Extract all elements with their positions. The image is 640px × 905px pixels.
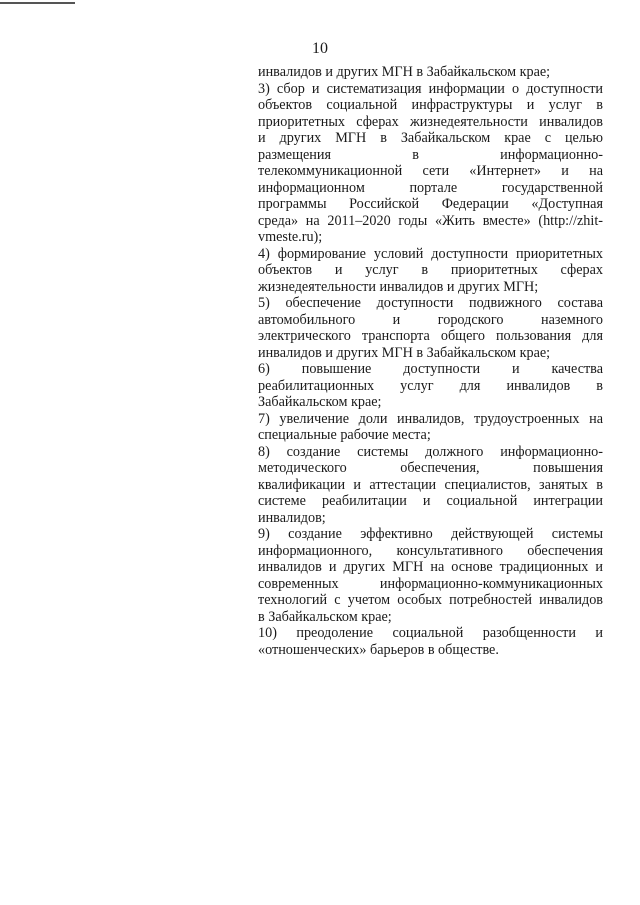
text-line: 3) сбор и систематизация информации о доступности	[258, 80, 603, 97]
paragraph-3	[258, 295, 603, 361]
paragraph-2	[258, 246, 603, 296]
text-line: инвалидов;	[258, 509, 326, 526]
text-line: системе реабилитации и социальной интеграции	[258, 493, 603, 509]
document-body	[258, 64, 603, 658]
paragraph-4	[258, 361, 603, 411]
text-line: Забайкальском крае;	[258, 394, 382, 410]
corner-scan-mark	[0, 2, 75, 4]
page-number: 10	[312, 40, 328, 57]
text-line: размещения в информационно-	[258, 146, 603, 163]
text-line: современных информационно-коммуникационных	[258, 575, 603, 592]
text-line: 8) создание системы должного информационно-	[258, 443, 603, 460]
text-line: 9) создание эффективно действующей системы	[258, 526, 603, 542]
text-line: инвалидов и других МГН в Забайкальском крае;	[258, 64, 551, 80]
text-line: в Забайкальском крае;	[258, 608, 392, 625]
text-line: 6) повышение доступности и качества	[258, 361, 603, 377]
text-line: инвалидов и других МГН на основе традиционных и	[258, 559, 603, 575]
text-line: 10) преодоление социальной разобщенности и	[258, 625, 603, 641]
text-line: объектов социальной инфраструктуры и услуг в	[258, 97, 603, 113]
text-line: инвалидов и других МГН в Забайкальском крае;	[258, 344, 551, 361]
paragraph-1	[258, 81, 603, 246]
text-line: телекоммуникационной сети «Интернет» и на	[258, 163, 603, 179]
text-line: квалификации и аттестации специалистов, занятых в	[258, 476, 603, 493]
paragraph-0	[258, 64, 603, 81]
text-line: 4) формирование условий доступности приоритетных	[258, 245, 603, 262]
paragraph-8	[258, 625, 603, 658]
text-line: методического обеспечения, повышения	[258, 460, 603, 476]
text-line: специальные рабочие места;	[258, 427, 431, 443]
text-line: электрического транспорта общего пользования для	[258, 328, 603, 344]
text-line: технологий с учетом особых потребностей инвалидов	[258, 592, 603, 608]
paragraph-5	[258, 411, 603, 444]
text-line: информационного, консультативного обеспечения	[258, 542, 603, 559]
text-line: 5) обеспечение доступности подвижного состава	[258, 295, 603, 311]
paragraph-7	[258, 526, 603, 625]
text-line: программы Российской Федерации «Доступная	[258, 196, 603, 212]
text-line: и других МГН в Забайкальском крае с целью	[258, 130, 603, 146]
text-line: среда» на 2011–2020 годы «Жить вместе» (http://zhit-	[258, 212, 603, 229]
text-line: жизнедеятельности инвалидов и других МГН;	[258, 278, 539, 295]
text-line: vmeste.ru);	[258, 229, 323, 245]
text-line: объектов и услуг в приоритетных сферах	[258, 262, 603, 278]
text-line: 7) увеличение доли инвалидов, трудоустроенных на	[258, 410, 603, 427]
text-line: «отношенческих» барьеров в обществе.	[258, 641, 499, 658]
paragraph-6	[258, 444, 603, 527]
text-line: реабилитационных услуг для инвалидов в	[258, 377, 603, 394]
text-line: приоритетных сферах жизнедеятельности инвалидов	[258, 113, 603, 130]
text-line: автомобильного и городского наземного	[258, 311, 603, 328]
text-line: информационном портале государственной	[258, 179, 603, 196]
